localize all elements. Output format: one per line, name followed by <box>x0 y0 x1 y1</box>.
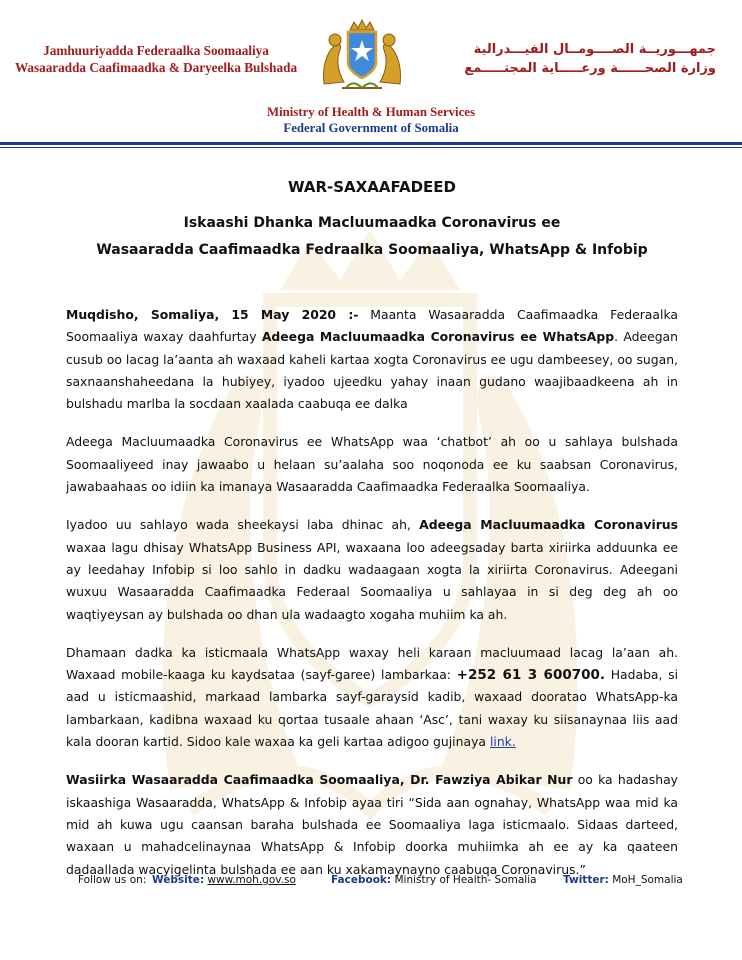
footer-facebook <box>331 874 537 886</box>
ministry-name-english: Ministry of Health & Human Services <box>267 105 475 119</box>
letterhead-somali <box>6 42 306 76</box>
footer-follow-label: Follow us on: <box>78 874 147 886</box>
twitter-handle: MoH_Somalia <box>612 874 683 886</box>
republic-name-somali: Jamhuuriyadda Federaalka Soomaaliya <box>43 43 269 58</box>
facebook-label: Facebook: <box>331 874 392 886</box>
subtitle-line-2: Wasaaradda Caafimaadka Fedraalka Soomaaliya, WhatsApp & Infobip <box>96 242 648 258</box>
footer-twitter <box>563 874 683 886</box>
ministry-name-somali: Wasaaradda Caafimaadka & Daryeelka Bulshada <box>14 60 298 75</box>
document-title: WAR-SAXAAFADEED <box>288 178 456 196</box>
paragraph-5 <box>66 769 678 880</box>
paragraph-3-text-b: waxaa lagu dhisay WhatsApp Business API, waxaana loo adeegsaday barta xiriirka adduunka ee ay leedahay Infobip si loo sahlo in dadku wadaagaan xogta la xiriirta Coronavirus. Adeegani wuxuu Wasaaradda Caafimaadka Federaal Soomaaliya u sahlayaa in si deg deg ah oo waqtiyeysan ay bulshada oo dhan ula wadaagto xogaha muhiim ka ah. <box>66 539 678 622</box>
paragraph-1-text-b: . Adeegan cusub oo lacag la’aanta ah waxaad kaheli kartaa xogta Coronavirus ee ugu dambeesey, oo sugan, saxnaanshaheedana la hubiyey, iyadoo ujeedku yahay inaan gudano waajibaadkeena ah in bulshadu marlba la socdaan xaalada caabuqa ee dalka <box>66 329 679 412</box>
paragraph-4-text-a: Dhamaan dadka ka isticmaala WhatsApp waxay heli karaan macluumaad lacag la’aan ah. Waxaad mobile-kaaga ku kaydsataa (sayf-garee) lambarkaa: <box>66 644 678 683</box>
footer <box>0 874 742 890</box>
footer-website <box>152 874 296 886</box>
paragraph-5-text: oo ka hadashay iskaashiga Wasaaradda, WhatsApp & Infobip ayaa tiri “Sida aan ognahay, WhatsApp waa mid ka mid ah kuwa ugu caansan baraha bulshada ee Soomaaliya laga isticmaalo. Sidaas darteed, waxaan u mahadcelinaynaa WhatsApp & Infobip doorka muhiimka ah ee ay ka qaateen dadaallada wacyigelinta bulshada ee aan ku xakamaynayno caabuqa Coronavirus.” <box>66 772 678 877</box>
paragraph-1-text-a: Maanta Wasaaradda Caafimaadka Federaalka Soomaaliya waxay daahfurtay <box>66 307 678 345</box>
paragraph-2: Adeega Macluumaadka Coronavirus ee WhatsApp waa ‘chatbot’ ah oo u sahlaya bulshada Soomaaliyeed inay jawaabo u helaan su’aalaha soo noqonoda ee ku saabsan Coronavirus, jawabaahaas oo idiin ka imanaya Wasaaradda Caafimaadka Federaalka Soomaaliya. <box>66 434 678 495</box>
header-divider <box>0 142 742 145</box>
service-name-2: Adeega Macluumaadka Coronavirus <box>419 517 678 533</box>
header-divider-thin <box>0 147 742 148</box>
ministry-english <box>0 104 742 136</box>
paragraph-1 <box>66 304 678 415</box>
paragraph-4 <box>66 642 678 753</box>
document-subtitle <box>66 210 678 264</box>
paragraph-4-text-b: Hadaba, si aad u isticmaashid, markaad lambarka sayf-garaysid kadib, waxaad dooratao WhatsApp-ka lambarkaan, kadibna waxaad ku qortaa tusaale ahaan ‘Asc’, tani waxay ku siisanaynaa liis aad kala dooran kartid. Sidoo kale waxaa ka geli kartaa adigoo gujinaya <box>66 667 679 750</box>
ministry-name-arabic: وزارة الصحــــــة ورعـــــاية المجتـــــمع <box>464 61 716 76</box>
website-label: Website: <box>152 874 205 886</box>
dateline: Muqdisho, Somaliya, 15 May 2020 :- <box>66 307 359 322</box>
government-name-english: Federal Government of Somalia <box>283 121 459 135</box>
website-link[interactable]: www.moh.gov.so <box>207 874 296 886</box>
facebook-page: Ministry of Health- Somalia <box>394 874 537 886</box>
press-release-body <box>66 170 678 897</box>
whatsapp-link[interactable]: link. <box>489 734 516 750</box>
subtitle-line-1: Iskaashi Dhanka Macluumaadka Coronavirus ee <box>183 215 561 231</box>
paragraph-3 <box>66 514 678 625</box>
letterhead-arabic <box>416 40 716 78</box>
paragraph-3-text-a: Iyadoo uu sahlayo wada sheekaysi laba dhinac ah, <box>66 517 420 533</box>
twitter-label: Twitter: <box>563 874 609 886</box>
minister-name: Wasiirka Wasaaradda Caafimaadka Soomaaliya, Dr. Fawziya Abikar Nur <box>66 772 573 788</box>
service-name: Adeega Macluumaadka Coronavirus ee WhatsApp <box>261 329 615 345</box>
whatsapp-phone-number: +252 61 3 600700. <box>456 667 606 684</box>
republic-name-arabic: جمهـــوريــة الصــــومــال الفيـــدرالية <box>473 42 716 57</box>
letterhead <box>0 0 742 150</box>
somalia-coat-of-arms-icon <box>316 18 408 92</box>
